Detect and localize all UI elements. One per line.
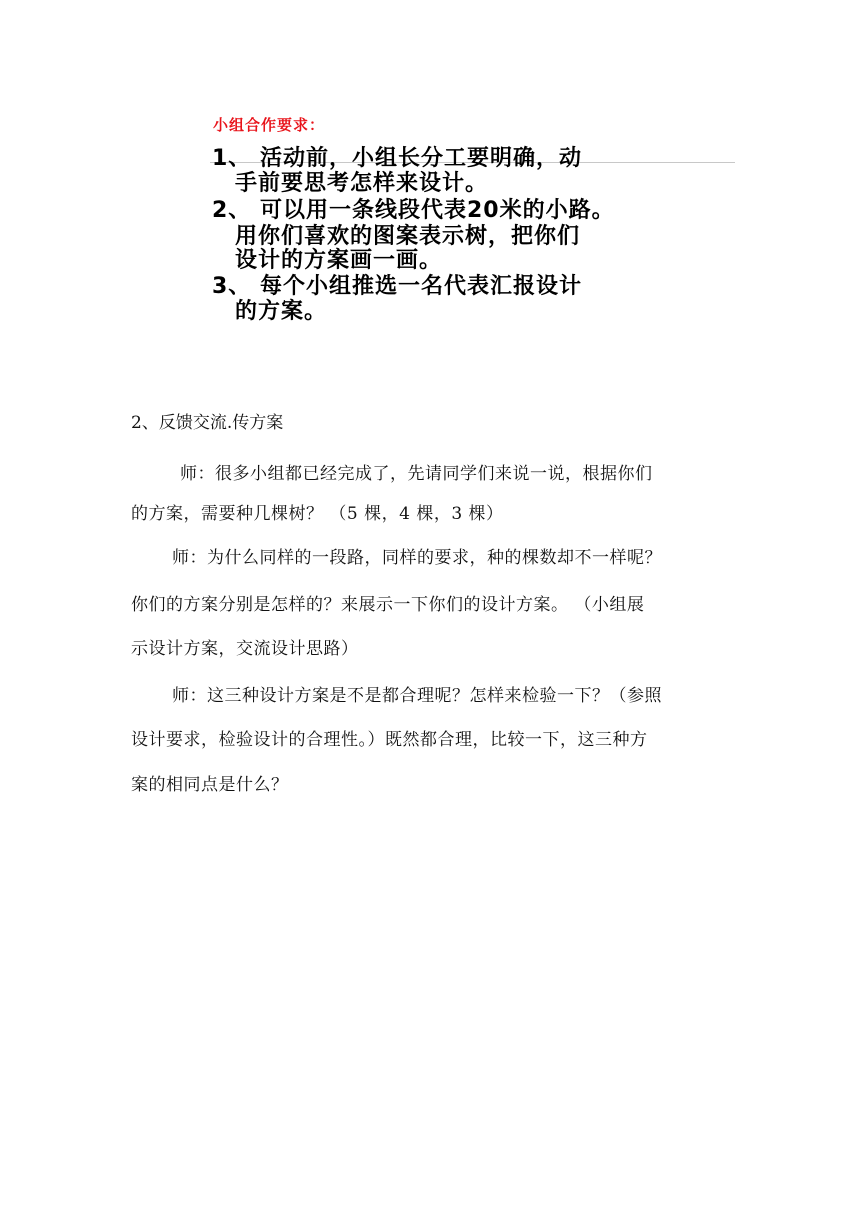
paragraph-line-1: 师：很多小组都已经完成了，先请同学们来说一说，根据你们 — [180, 464, 653, 484]
section-heading: 2、反馈交流.传方案 — [131, 413, 284, 433]
requirements-title: 小组合作要求： — [213, 116, 326, 134]
requirement-line-7: 的方案。 — [235, 299, 328, 324]
requirement-line-4: 用你们喜欢的图案表示树，把你们 — [235, 224, 581, 249]
paragraph-line-2: 的方案，需要种几棵树？ （5 棵，4 棵，3 棵） — [131, 504, 504, 524]
requirement-line-1: 1、 活动前，小组长分工要明确，动 — [212, 146, 582, 171]
paragraph-line-8: 案的相同点是什么？ — [131, 775, 289, 795]
paragraph-line-5: 示设计方案，交流设计思路） — [131, 639, 359, 659]
requirements-slide-image — [200, 108, 760, 328]
paragraph-line-4: 你们的方案分别是怎样的？来展示一下你们的设计方案。 （小组展 — [131, 595, 645, 615]
paragraph-line-6: 师：这三种设计方案是不是都合理呢？怎样来检验一下？（参照 — [172, 686, 662, 706]
paragraph-line-7: 设计要求，检验设计的合理性。）既然都合理，比较一下，这三种方 — [131, 730, 648, 750]
requirement-line-5: 设计的方案画一画。 — [235, 248, 443, 273]
requirement-line-3: 2、 可以用一条线段代表20米的小路。 — [212, 198, 615, 223]
paragraph-line-3: 师：为什么同样的一段路，同样的要求，种的棵数却不一样呢？ — [172, 548, 662, 568]
requirement-line-2: 手前要思考怎样来设计。 — [235, 171, 489, 196]
requirement-line-6: 3、 每个小组推选一名代表汇报设计 — [212, 274, 582, 299]
